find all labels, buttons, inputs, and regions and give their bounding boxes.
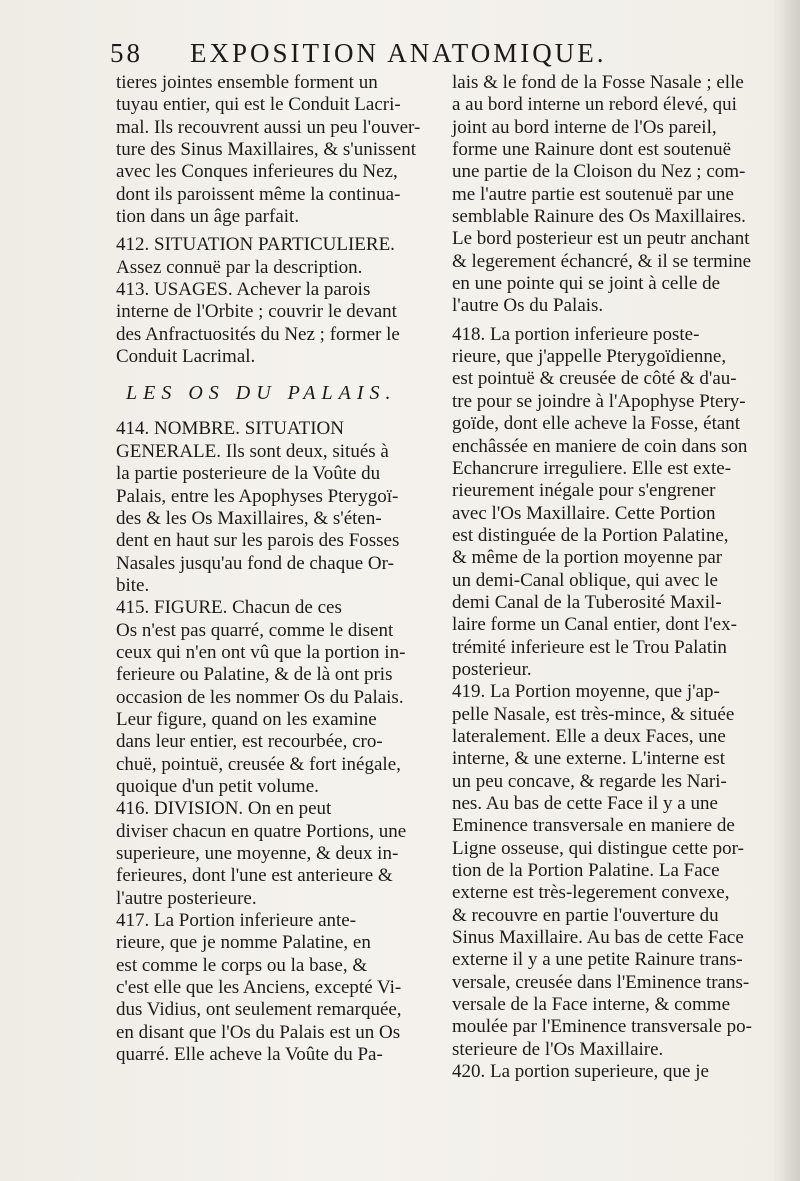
text-line: rieurement inégale pour s'engrener: [452, 480, 716, 502]
text-line: superieure, une moyenne, & deux in-: [116, 843, 399, 864]
text-line: tion dans un âge parfait.: [116, 206, 300, 228]
text-line: posterieur.: [452, 658, 532, 680]
text-line: chuë, pointuë, creusée & fort inégale,: [116, 753, 401, 775]
text-line: ferieure ou Palatine, & de là ont pris: [116, 664, 393, 686]
text-line: Ligne osseuse, qui distingue cette por-: [452, 837, 744, 859]
section-title: LES OS DU PALAIS.: [126, 382, 397, 405]
left-column: [116, 72, 434, 1066]
text-line: en disant que l'Os du Palais est un Os: [116, 1021, 401, 1043]
text-line: dus Vidius, ont seulement remarquée,: [116, 999, 402, 1021]
text-line: diviser chacun en quatre Portions, une: [116, 820, 407, 842]
text-line: forme une Rainure dont est soutenuë: [452, 139, 732, 161]
text-line: versale, creusée dans l'Eminence trans-: [452, 971, 750, 993]
text-line: ture des Sinus Maxillaires, & s'unissent: [116, 139, 417, 161]
text-line: est distinguée de la Portion Palatine,: [452, 524, 729, 546]
paragraph-gap: [116, 408, 434, 418]
text-line: avec les Conques inferieures du Nez,: [116, 161, 398, 183]
text-line: tieres jointes ensemble forment un: [116, 72, 378, 93]
text-line: goïde, dont elle acheve la Fosse, étant: [452, 413, 741, 435]
text-line: sterieure de l'Os Maxillaire.: [452, 1038, 664, 1060]
text-line: Palais, entre les Apophyses Pterygoï-: [116, 485, 399, 507]
text-line: c'est elle que les Anciens, excepté Vi-: [116, 977, 402, 999]
text-line: & legerement échancré, & il se termine: [452, 250, 752, 272]
text-line: enchâssée en maniere de coin dans son: [452, 435, 748, 457]
text-line: & recouvre en partie l'ouverture du: [452, 904, 719, 926]
text-line: occasion de les nommer Os du Palais.: [116, 686, 404, 708]
text-line: a au bord interne un rebord élevé, qui: [452, 94, 737, 116]
text-line: tuyau entier, qui est le Conduit Lacri-: [116, 94, 401, 116]
text-line: trémité inferieure est le Trou Palatin: [452, 636, 727, 658]
text-line: pelle Nasale, est très-mince, & située: [452, 703, 735, 725]
text-line: versale de la Face interne, & comme: [452, 994, 731, 1016]
paragraph-gap: [116, 368, 434, 378]
text-line: 417. La Portion inferieure ante-: [116, 910, 357, 932]
text-line: Leur figure, quand on les examine: [116, 708, 377, 730]
text-line: interne de l'Orbite ; couvrir le devant: [116, 301, 397, 323]
text-line: l'autre posterieure.: [116, 887, 257, 909]
text-line: dont ils paroissent même la continua-: [116, 183, 401, 205]
text-line: Nasales jusqu'au fond de chaque Or-: [116, 552, 394, 574]
text-line: un demi-Canal oblique, qui avec le: [452, 569, 718, 591]
text-line: 420. La portion superieure, que je: [452, 1061, 709, 1083]
text-line: un peu concave, & regarde les Nari-: [452, 770, 727, 792]
text-line: moulée par l'Eminence transversale po-: [452, 1016, 752, 1038]
text-line: la partie posterieure de la Voûte du: [116, 463, 381, 485]
text-line: tion de la Portion Palatine. La Face: [452, 860, 720, 882]
text-line: 413. USAGES. Achever la parois: [116, 279, 371, 301]
text-line: des Anfractuosités du Nez ; former le: [116, 323, 400, 345]
text-line: GENERALE. Ils sont deux, situés à: [116, 440, 389, 462]
text-line: tre pour se joindre à l'Apophyse Ptery-: [452, 390, 746, 412]
text-line: bite.: [116, 574, 150, 596]
text-line: lais & le fond de la Fosse Nasale ; elle: [452, 72, 744, 93]
text-line: 414. NOMBRE. SITUATION: [116, 418, 344, 440]
text-line: quoique d'un petit volume.: [116, 775, 319, 797]
text-line: Assez connuë par la description.: [116, 256, 363, 278]
text-line: ferieures, dont l'une est anterieure &: [116, 865, 393, 887]
text-line: est comme le corps ou la base, &: [116, 954, 368, 976]
text-line: mal. Ils recouvrent aussi un peu l'ouver-: [116, 116, 421, 138]
text-line: une partie de la Cloison du Nez ; com-: [452, 161, 746, 183]
text-line: 416. DIVISION. On en peut: [116, 798, 332, 820]
text-line: lateralement. Elle a deux Faces, une: [452, 725, 726, 747]
text-line: & même de la portion moyenne par: [452, 547, 723, 569]
page-number: 58: [110, 38, 143, 68]
text-line: Os n'est pas quarré, comme le disent: [116, 619, 394, 641]
text-line: me l'autre partie est soutenuë par une: [452, 183, 734, 205]
text-line: Le bord posterieur est un peutr anchant: [452, 228, 750, 250]
text-line: l'autre Os du Palais.: [452, 295, 604, 317]
text-line: 415. FIGURE. Chacun de ces: [116, 597, 342, 619]
text-line: rieure, que j'appelle Pterygoïdienne,: [452, 346, 727, 368]
text-line: interne, & une externe. L'interne est: [452, 748, 726, 770]
text-line: rieure, que je nomme Palatine, en: [116, 932, 371, 954]
text-line: 412. SITUATION PARTICULIERE.: [116, 234, 395, 256]
text-line: semblable Rainure des Os Maxillaires.: [452, 206, 746, 228]
text-line: externe il y a une petite Rainure trans-: [452, 949, 743, 971]
text-line: joint au bord interne de l'Os pareil,: [452, 116, 717, 138]
text-line: Echancrure irreguliere. Elle est exte-: [452, 457, 732, 479]
text-line: en une pointe qui se joint à celle de: [452, 273, 721, 295]
text-line: dans leur entier, est recourbée, cro-: [116, 731, 383, 753]
text-line: 419. La Portion moyenne, que j'ap-: [452, 681, 720, 703]
text-line: est pointuë & creusée de côté & d'au-: [452, 368, 737, 390]
running-header: [110, 38, 670, 69]
text-line: externe est très-legerement convexe,: [452, 882, 730, 904]
text-line: 418. La portion inferieure poste-: [452, 323, 700, 345]
text-line: quarré. Elle acheve la Voûte du Pa-: [116, 1044, 383, 1066]
text-line: avec l'Os Maxillaire. Cette Portion: [452, 502, 716, 524]
right-column: [452, 72, 774, 1083]
text-line: Sinus Maxillaire. Au bas de cette Face: [452, 927, 744, 949]
text-line: des & les Os Maxillaires, & s'éten-: [116, 507, 382, 529]
text-line: Conduit Lacrimal.: [116, 346, 256, 368]
running-title: EXPOSITION ANATOMIQUE.: [190, 38, 607, 68]
text-line: dent en haut sur les parois des Fosses: [116, 530, 400, 552]
text-line: nes. Au bas de cette Face il y a une: [452, 793, 718, 814]
text-line: ceux qui n'en ont vû que la portion in-: [116, 641, 406, 663]
text-line: laire forme un Canal entier, dont l'ex-: [452, 614, 737, 636]
text-line: Eminence transversale en maniere de: [452, 815, 735, 837]
text-line: demi Canal de la Tuberosité Maxil-: [452, 591, 722, 613]
